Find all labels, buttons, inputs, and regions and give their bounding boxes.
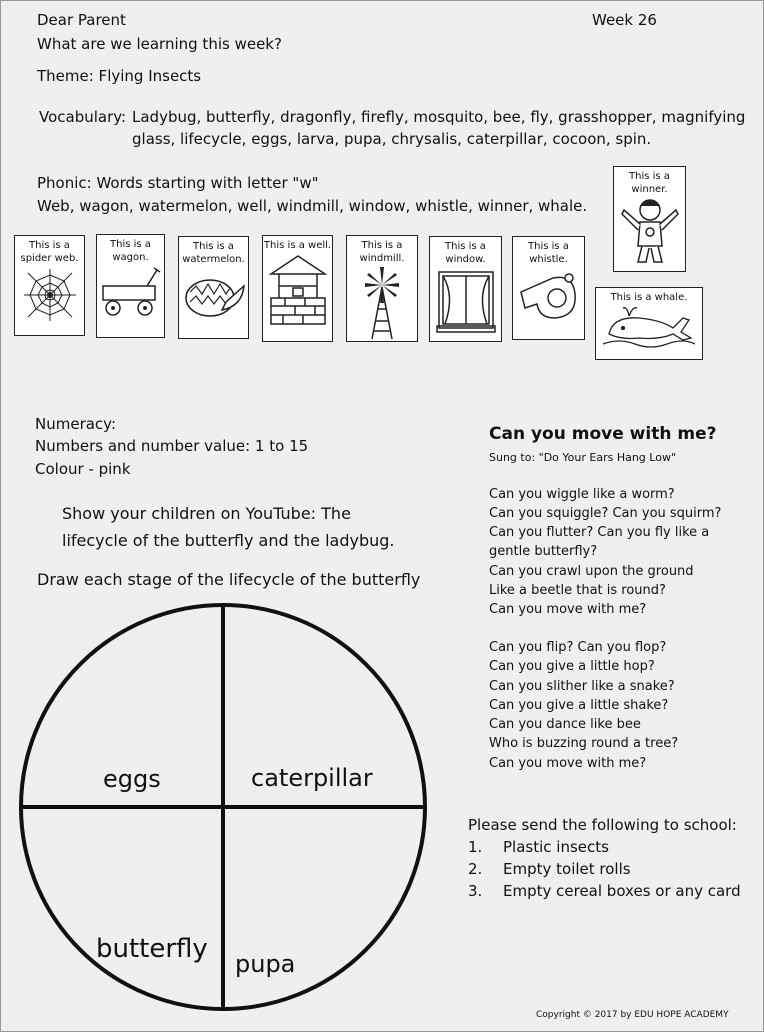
phonic-title: Phonic: Words starting with letter "w" (37, 174, 319, 192)
song-line: Can you flutter? Can you fly like a (489, 525, 710, 540)
send-title: Please send the following to school: (468, 816, 737, 834)
phonic-words: Web, wagon, watermelon, well, windmill, window, whistle, winner, whale. (37, 197, 588, 215)
winner-icon (620, 196, 680, 268)
card-label: This is a winner. (629, 171, 670, 195)
song-line: Can you wiggle like a worm? (489, 487, 675, 502)
card-label: This is a whale. (610, 292, 688, 303)
card-label: This is a wagon. (110, 239, 151, 263)
card-wagon (96, 234, 165, 338)
numeracy-title: Numeracy: (35, 415, 117, 433)
copyright: Copyright © 2017 by EDU HOPE ACADEMY (536, 1010, 729, 1020)
spider-web-icon (20, 265, 80, 325)
card-whistle (512, 236, 585, 340)
card-label: This is a spider web. (20, 240, 79, 264)
card-label: This is a watermelon. (182, 241, 245, 265)
song-line: Can you slither like a snake? (489, 679, 675, 694)
card-label: This is a windmill. (359, 240, 405, 264)
quadrant-butterfly: butterfly (96, 934, 208, 964)
windmill-icon (357, 265, 407, 341)
numeracy-numbers: Numbers and number value: 1 to 15 (35, 437, 309, 455)
send-item-number: 2. (468, 860, 483, 878)
send-item-text: Empty toilet rolls (503, 860, 631, 878)
lifecycle-circle (15, 601, 435, 1021)
card-watermelon (178, 236, 249, 339)
send-item-text: Empty cereal boxes or any card (503, 882, 741, 900)
song-title: Can you move with me? (489, 424, 717, 444)
week-label: Week 26 (592, 11, 657, 29)
vocabulary-line-2: glass, lifecycle, eggs, larva, pupa, chrysalis, caterpillar, cocoon, spin. (132, 130, 652, 148)
send-item-number: 1. (468, 838, 483, 856)
window-icon (435, 266, 497, 336)
quadrant-eggs: eggs (103, 765, 161, 793)
card-whale (595, 287, 703, 360)
card-label: This is a window. (445, 241, 486, 265)
theme: Theme: Flying Insects (37, 67, 202, 85)
learning-question: What are we learning this week? (37, 35, 282, 53)
song-line: Can you move with me? (489, 602, 647, 617)
song-line: Can you dance like bee (489, 717, 641, 732)
song-line: Can you give a little shake? (489, 698, 669, 713)
card-winner (613, 166, 686, 272)
song-line: Can you give a little hop? (489, 659, 655, 674)
youtube-line-2: lifecycle of the butterfly and the ladybug. (62, 531, 395, 550)
quadrant-caterpillar: caterpillar (251, 764, 373, 792)
song-line: gentle butterfly? (489, 544, 598, 559)
vocabulary-line-1: Ladybug, butterfly, dragonfly, firefly, mosquito, bee, fly, grasshopper, magnifying (132, 108, 746, 126)
song-line: Like a beetle that is round? (489, 583, 666, 598)
whistle-icon (517, 266, 581, 330)
wagon-icon (99, 264, 163, 322)
song-line: Can you squiggle? Can you squirm? (489, 506, 722, 521)
song-subtitle: Sung to: "Do Your Ears Hang Low" (489, 451, 677, 464)
numeracy-colour: Colour - pink (35, 460, 131, 478)
card-label: This is a well. (263, 240, 332, 251)
send-item-text: Plastic insects (503, 838, 609, 856)
well-icon (265, 252, 331, 328)
card-well (262, 235, 333, 342)
draw-instruction: Draw each stage of the lifecycle of the butterfly (37, 570, 421, 589)
song-line: Can you crawl upon the ground (489, 564, 694, 579)
card-label: This is a whistle. (528, 241, 569, 265)
card-windmill (346, 235, 418, 342)
quadrant-pupa: pupa (235, 950, 296, 978)
vocabulary-label: Vocabulary: (39, 108, 127, 126)
watermelon-icon (182, 266, 246, 322)
whale-icon (599, 304, 699, 354)
send-item-number: 3. (468, 882, 483, 900)
song-line: Can you move with me? (489, 756, 647, 771)
youtube-line-1: Show your children on YouTube: The (62, 504, 351, 523)
song-line: Can you flip? Can you flop? (489, 640, 667, 655)
greeting: Dear Parent (37, 11, 126, 29)
song-line: Who is buzzing round a tree? (489, 736, 679, 751)
card-spider-web (14, 235, 85, 336)
card-window (429, 236, 502, 342)
